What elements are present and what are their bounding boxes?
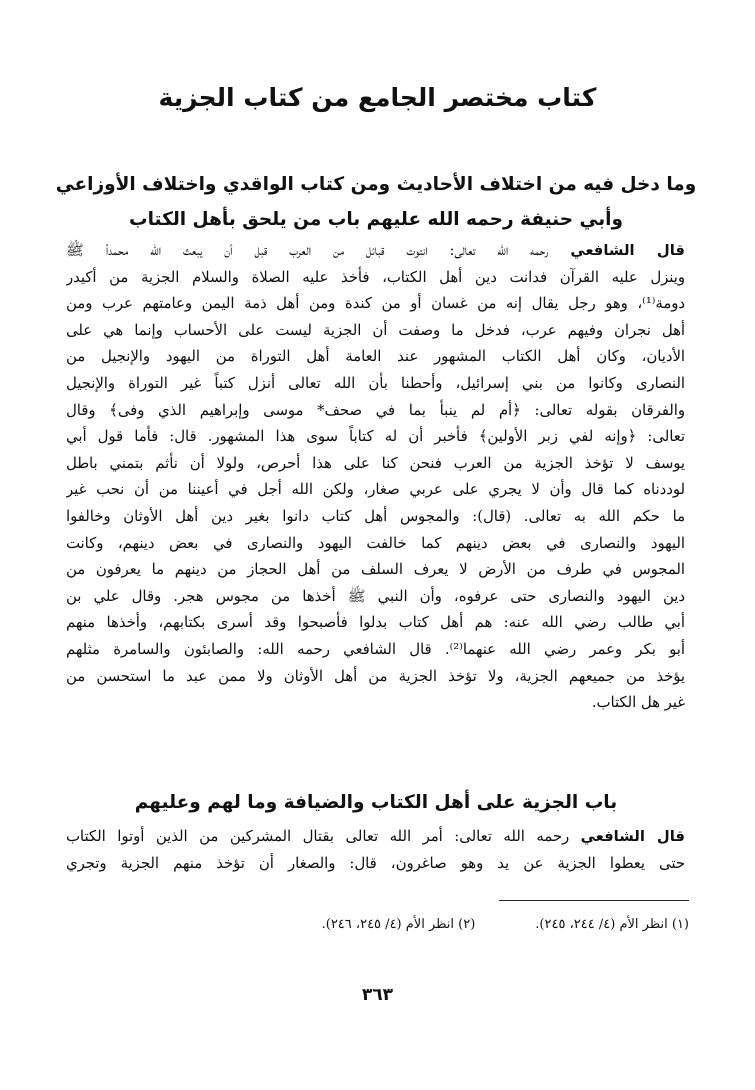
text-line: غير هل الكتاب. — [591, 694, 685, 712]
text-line: أبي طالب رضي الله عنه: هم أهل كتاب بدلوا فأصبحوا وقد أسرى بكتابهم، وأخذها منهم — [66, 614, 685, 632]
text-line: يوسف لا تؤخذ الجزية من العرب فنحن كنا على هذا أحرص، ولولا أن نأثم بتمني باطل — [66, 454, 685, 472]
text-line: أهل نجران وفيهم عرب، فدخل ما وصفت أن الجزية ليست على الأحساب وإنما هي على — [66, 321, 685, 339]
section-body — [66, 824, 685, 877]
text-line: أبو بكر وعمر رضي الله عنهما⁽²⁾. قال الشافعي رحمه الله: والصابئون والسامرة مثلهم — [66, 640, 685, 658]
page-title: كتاب مختصر الجامع من كتاب الجزية — [158, 83, 597, 112]
text-line: حتى يعطوا الجزية عن يد وهو صاغرون، قال: والصغار أن تؤخذ منهم الجزية وتجري — [66, 854, 685, 872]
section-heading-line: وما دخل فيه من اختلاف الأحاديث ومن كتاب الواقدي واختلاف الأوزاعي — [55, 174, 697, 195]
text-line: وينزل عليه القرآن فدانت دين أهل الكتاب، فأخذ عليه الصلاة والسلام الجزية من أكيدر — [66, 268, 685, 286]
text-line: قال الشافعي رحمه الله تعالى: انتوت قبائل من العرب قبل أن يبعث الله محمداً ﷺ — [66, 242, 685, 259]
section-heading-line: باب الجزية على أهل الكتاب والضيافة وما لهم وعليهم — [134, 792, 618, 813]
text-line: قال الشافعي رحمه الله تعالى: أمر الله تعالى بقتال المشركين من الذين أوتوا الكتاب — [66, 828, 685, 845]
text-line: اليهود والنصارى في بعض دينهم كما خالفت اليهود والنصارى في بعض دينهم، وكانت — [66, 534, 685, 552]
text-line: الأديان، وكان أهل الكتاب المشهور عند العامة أهل التوراة من اليهود والإنجيل من — [66, 348, 685, 366]
footnote: (١) انظر الأم (٤/ ٢٤٤، ٢٤٥). — [535, 917, 689, 932]
section-heading — [55, 167, 697, 237]
text-line: ما حكم الله به تعالى. (قال): والمجوس أهل كتاب دانوا بغير دين أهل الأوثان وخالفوا — [66, 507, 685, 525]
section-heading-line: وأبي حنيفة رحمه الله عليهم باب من يلحق بأهل الكتاب — [128, 209, 624, 230]
section-heading — [55, 785, 697, 820]
text-line: دين اليهود والنصارى حتى عرفوه، وأن النبي ﷺ أخذها من مجوس هجر. وقال علي بن — [66, 587, 685, 605]
text-line: المجوس في طرف من الأرض لا يعرف السلف من أهل الحجاز من دينهم ما يعرفون من — [66, 561, 685, 579]
footnote: (٢) انظر الأم (٤/ ٢٤٥، ٢٤٦). — [321, 917, 476, 932]
footnotes — [66, 915, 689, 935]
speaker-label: قال الشافعي — [580, 828, 685, 845]
text-line: دومة⁽¹⁾، وهو رجل يقال إنه من غسان أو من كندة ومن أهل ذمة اليمن وعامتهم عرب ومن — [66, 295, 685, 313]
footnote-divider — [499, 900, 689, 901]
text-line: لوددناه كما قال وأن لا يجري على عربي صغار، ولكن الله أجل في أعيننا من أن نحب غير — [66, 481, 685, 499]
section-body — [66, 238, 685, 717]
speaker-label: قال الشافعي — [570, 242, 685, 259]
text-line: يؤخذ من جميعهم الجزية، ولا تؤخذ الجزية من أهل الأوثان ولا ممن عبد ما استحسن من — [66, 667, 685, 685]
text-line: تعالى: ﴿وإنه لفي زبر الأولين﴾ فأخبر أن له كتاباً سوى هذا المشهور. قال: فأما قول أبي — [66, 428, 685, 446]
text-line: النصارى وكانوا من بني إسرائيل، وأحطنا بأن الله تعالى أنزل كتباً غير التوراة والإنجيل — [66, 374, 685, 392]
page-number: ٣٦٣ — [361, 985, 394, 1005]
text-line: والفرقان بقوله تعالى: ﴿أم لم ينبأ بما في صحف* موسى وإبراهيم الذي وفى﴾ وقال — [66, 401, 685, 419]
